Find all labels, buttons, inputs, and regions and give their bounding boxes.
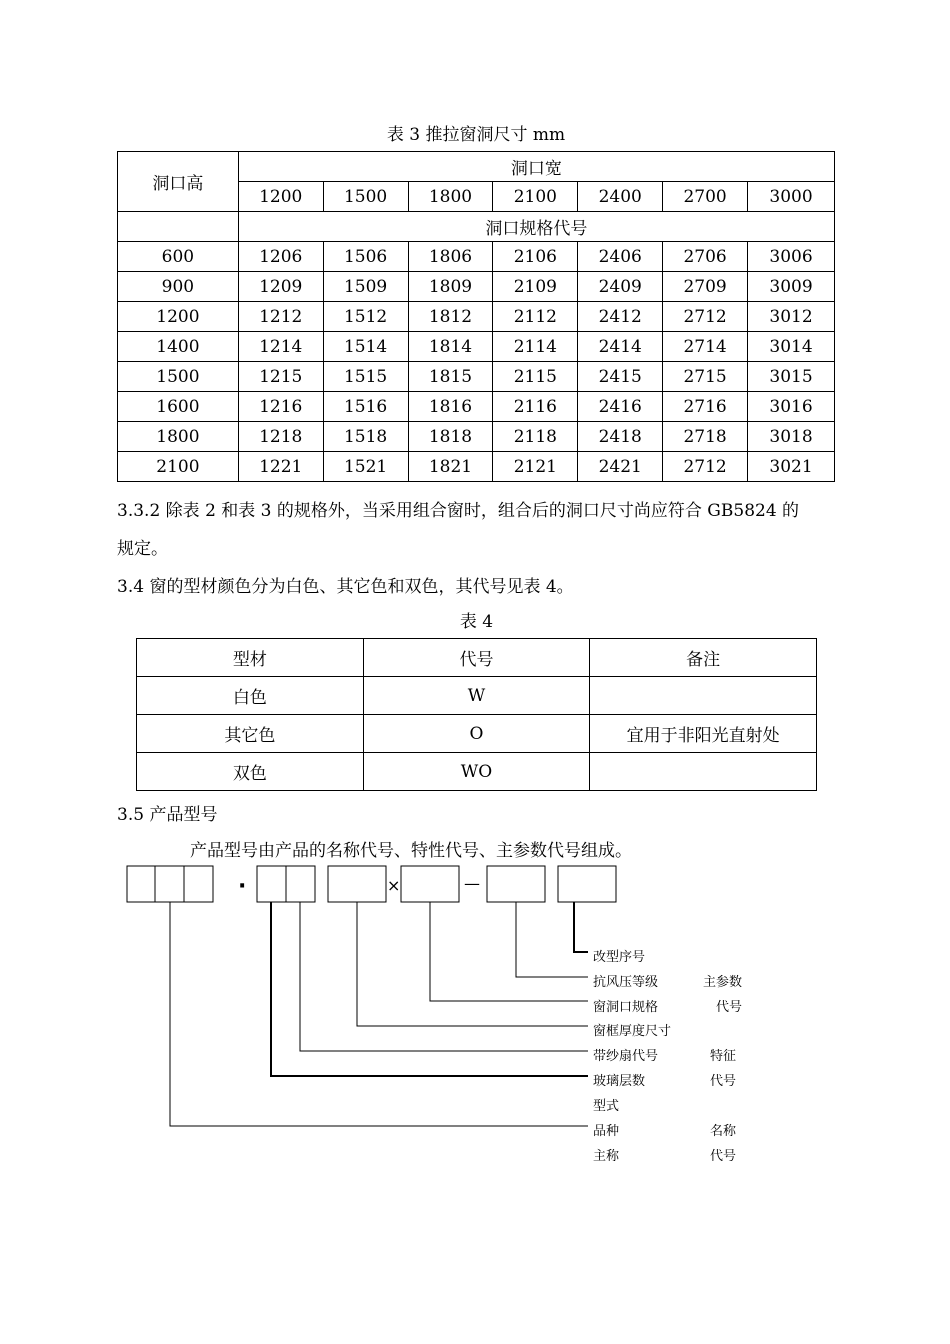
leader-line-name (170, 902, 588, 1126)
table4-caption: 表 4 (459, 612, 494, 632)
code-box (401, 866, 459, 902)
code-cell: 1221 (238, 452, 323, 482)
code-box (127, 866, 155, 902)
group-feature-2: 代号 (710, 1074, 737, 1089)
code-cell: 1821 (408, 452, 493, 482)
code-cell: 1218 (238, 422, 323, 452)
code-cell: 2116 (493, 392, 578, 422)
code-cell: 2121 (493, 452, 578, 482)
code-cell: 2718 (663, 422, 748, 452)
row-header-height: 洞口高 (118, 152, 239, 212)
code-cell: 2421 (578, 452, 663, 482)
height-cell: 1200 (118, 302, 239, 332)
table4-cell: W (363, 677, 590, 715)
code-cell: 3016 (748, 392, 835, 422)
height-cell: 1400 (118, 332, 239, 362)
label-screen: 带纱扇代号 (593, 1049, 659, 1064)
para-3-4: 3.4 窗的型材颜色分为白色、其它色和双色，其代号见表 4。 (117, 577, 574, 597)
code-cell: 2416 (578, 392, 663, 422)
code-box (257, 866, 286, 902)
table4-cell: 宜用于非阳光直射处 (590, 715, 817, 753)
times-separator: × (387, 876, 401, 895)
model-number-diagram (0, 850, 950, 1180)
code-cell: 1818 (408, 422, 493, 452)
table4-cell: 其它色 (137, 715, 364, 753)
code-cell: 3009 (748, 272, 835, 302)
empty-cell (118, 212, 239, 242)
code-cell: 2109 (493, 272, 578, 302)
table3-body (118, 242, 835, 482)
code-cell: 2414 (578, 332, 663, 362)
table3-caption: 表 3 推拉窗洞尺寸 mm (386, 125, 566, 145)
group-main-param-2: 代号 (716, 1000, 743, 1015)
dash-separator: — (464, 874, 480, 893)
width-cell: 1800 (408, 182, 493, 212)
table-row (118, 392, 835, 422)
code-cell: 1516 (323, 392, 408, 422)
code-cell: 1215 (238, 362, 323, 392)
para-3-3-2-line2: 规定。 (117, 539, 168, 559)
code-cell: 3014 (748, 332, 835, 362)
code-cell: 2415 (578, 362, 663, 392)
table4-cell: 双色 (137, 753, 364, 791)
group-name-1: 名称 (710, 1124, 737, 1139)
code-cell: 3012 (748, 302, 835, 332)
code-cell: 1512 (323, 302, 408, 332)
code-cell: 2716 (663, 392, 748, 422)
table-row (118, 332, 835, 362)
table-row (118, 302, 835, 332)
table-row (118, 452, 835, 482)
group-feature-1: 特征 (710, 1049, 737, 1064)
height-cell: 600 (118, 242, 239, 272)
code-cell: 1209 (238, 272, 323, 302)
code-cell: 1809 (408, 272, 493, 302)
leader-line-wind (516, 902, 588, 977)
height-cell: 1600 (118, 392, 239, 422)
width-cell: 2400 (578, 182, 663, 212)
width-cell: 1500 (323, 182, 408, 212)
code-cell: 1816 (408, 392, 493, 422)
table-row (118, 242, 835, 272)
code-cell: 2112 (493, 302, 578, 332)
code-cell: 2715 (663, 362, 748, 392)
code-cell: 2706 (663, 242, 748, 272)
code-cell: 1521 (323, 452, 408, 482)
table4-cell (590, 677, 817, 715)
table4 (136, 638, 817, 791)
code-box (487, 866, 545, 902)
height-cell: 1500 (118, 362, 239, 392)
code-cell: 2406 (578, 242, 663, 272)
code-cell: 1815 (408, 362, 493, 392)
label-frame: 窗框厚度尺寸 (593, 1024, 672, 1039)
leader-line-frame (357, 902, 588, 1026)
leader-line-revision (574, 902, 588, 952)
code-cell: 2412 (578, 302, 663, 332)
code-cell: 2115 (493, 362, 578, 392)
code-cell: 1518 (323, 422, 408, 452)
label-style: 型式 (593, 1099, 620, 1114)
code-cell: 2709 (663, 272, 748, 302)
dot-separator: · (238, 874, 247, 899)
table-row (118, 422, 835, 452)
code-cell: 3015 (748, 362, 835, 392)
code-cell: 2714 (663, 332, 748, 362)
table4-cell: 白色 (137, 677, 364, 715)
table3 (117, 151, 835, 482)
code-cell: 1506 (323, 242, 408, 272)
table4-cell: O (363, 715, 590, 753)
code-cell: 2418 (578, 422, 663, 452)
code-cell: 1212 (238, 302, 323, 332)
group-name-2: 代号 (710, 1149, 737, 1164)
height-cell: 1800 (118, 422, 239, 452)
code-cell: 3021 (748, 452, 835, 482)
height-cell: 2100 (118, 452, 239, 482)
code-cell: 3006 (748, 242, 835, 272)
table4-cell: WO (363, 753, 590, 791)
code-box (155, 866, 184, 902)
label-wind: 抗风压等级 (593, 975, 659, 990)
code-cell: 1206 (238, 242, 323, 272)
width-cell: 3000 (748, 182, 835, 212)
label-variety: 品种 (593, 1124, 620, 1139)
code-box (184, 866, 213, 902)
code-cell: 1509 (323, 272, 408, 302)
leader-line-opening (430, 902, 588, 1001)
group-main-param-1: 主参数 (703, 975, 743, 990)
code-cell: 1216 (238, 392, 323, 422)
code-cell: 2409 (578, 272, 663, 302)
width-cell: 2100 (493, 182, 578, 212)
table-row (118, 272, 835, 302)
code-cell: 3018 (748, 422, 835, 452)
code-box (328, 866, 386, 902)
label-main: 主称 (593, 1149, 620, 1164)
code-box (558, 866, 616, 902)
heading-3-5: 3.5 产品型号 (117, 805, 218, 825)
code-cell: 2712 (663, 452, 748, 482)
code-cell: 2106 (493, 242, 578, 272)
height-cell: 900 (118, 272, 239, 302)
code-cell: 1814 (408, 332, 493, 362)
table4-cell (590, 753, 817, 791)
table4-header: 备注 (590, 639, 817, 677)
label-revision: 改型序号 (593, 950, 646, 965)
para-3-5: 产品型号由产品的名称代号、特性代号、主参数代号组成。 (190, 841, 632, 861)
table4-header: 型材 (137, 639, 364, 677)
header-code: 洞口规格代号 (238, 212, 834, 242)
code-cell: 1514 (323, 332, 408, 362)
code-cell: 2114 (493, 332, 578, 362)
code-cell: 1515 (323, 362, 408, 392)
label-opening: 窗洞口规格 (593, 1000, 659, 1015)
code-cell: 1806 (408, 242, 493, 272)
code-box (286, 866, 315, 902)
code-cell: 2118 (493, 422, 578, 452)
code-cell: 2712 (663, 302, 748, 332)
header-width: 洞口宽 (238, 152, 834, 182)
table-row (118, 362, 835, 392)
code-cell: 1214 (238, 332, 323, 362)
width-cell: 1200 (238, 182, 323, 212)
para-3-3-2-line1: 3.3.2 除表 2 和表 3 的规格外，当采用组合窗时，组合后的洞口尺寸尚应符合 GB5824 的 (117, 501, 800, 521)
label-glass: 玻璃层数 (593, 1074, 646, 1089)
table4-header: 代号 (363, 639, 590, 677)
code-cell: 1812 (408, 302, 493, 332)
width-cell: 2700 (663, 182, 748, 212)
